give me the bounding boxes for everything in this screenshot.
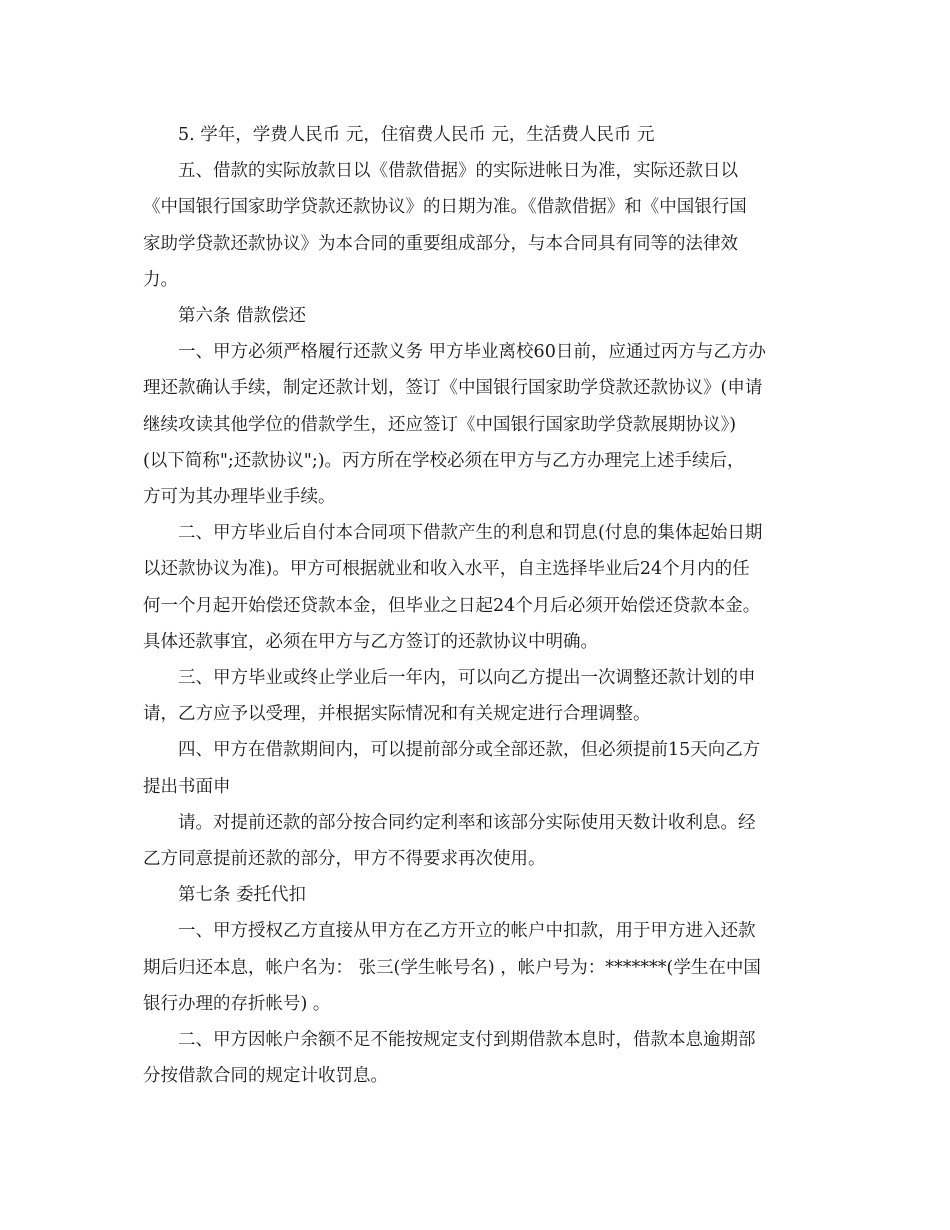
text-line: 银行办理的存折帐号) 。 [143,993,331,1014]
paragraph-article-6-item-2 [143,515,811,660]
paragraph-article-7-item-1 [143,913,811,1022]
text-line: 继续攻读其他学位的借款学生，还应签订《中国银行国家助学贷款展期协议》) [143,414,737,435]
article-7-heading [143,877,811,913]
section-heading: 第七条 委托代扣 [178,885,307,906]
text-line: 力。 [143,269,178,290]
document-body [143,117,811,1094]
paragraph-article-6-item-4 [143,732,811,804]
article-6-heading [143,298,811,334]
text-line: 二、甲方毕业后自付本合同项下借款产生的利息和罚息(付息的集体起始日期 [178,523,763,544]
paragraph-article-6-item-4-continued [143,805,811,877]
text-line: 五、借款的实际放款日以《借款借据》的实际进帐日为准，实际还款日以 [178,161,738,182]
text-line: 5. 学年，学费人民币 元，住宿费人民币 元，生活费人民币 元 [178,125,655,145]
text-line: 三、甲方毕业或终止学业后一年内，可以向乙方提出一次调整还款计划的申 [178,668,756,689]
text-line: 以还款协议为准)。甲方可根据就业和收入水平，自主选择毕业后24个月内的任 [143,559,750,580]
paragraph-item-5-fees [143,117,811,153]
section-heading: 第六条 借款偿还 [178,306,307,327]
text-line: 期后归还本息，帐户名为： 张三(学生帐号名) ，帐户号为：*******(学生在中国 [143,957,761,978]
text-line: 《中国银行国家助学贷款还款协议》的日期为准。《借款借据》和《中国银行国 [143,197,747,218]
text-line: 理还款确认手续，制定还款计划，签订《中国银行国家助学贷款还款协议》(申请 [143,378,763,399]
text-line: (以下简称";还款协议";)。丙方所在学校必须在甲方与乙方办理完上述手续后， [143,450,745,471]
text-line: 提出书面申 [143,776,231,797]
text-line: 一、甲方必须严格履行还款义务 甲方毕业离校60日前，应通过丙方与乙方办 [178,342,766,363]
text-line: 家助学贷款还款协议》为本合同的重要组成部分，与本合同具有同等的法律效 [143,233,738,254]
text-line: 具体还款事宜，必须在甲方与乙方签订的还款协议中明确。 [143,631,598,652]
paragraph-article-7-item-2 [143,1022,811,1094]
text-line: 一、甲方授权乙方直接从甲方在乙方开立的帐户中扣款，用于甲方进入还款 [178,921,756,942]
text-line: 乙方同意提前还款的部分，甲方不得要求再次使用。 [143,849,546,870]
text-line: 四、甲方在借款期间内，可以提前部分或全部还款，但必须提前15天向乙方 [178,740,761,761]
text-line: 分按借款合同的规定计收罚息。 [143,1066,388,1087]
text-line: 何一个月起开始偿还贷款本金，但毕业之日起24个月后必须开始偿还贷款本金。 [143,595,761,616]
paragraph-article-6-item-3 [143,660,811,732]
text-line: 请，乙方应予以受理，并根据实际情况和有关规定进行合理调整。 [143,704,651,725]
paragraph-article-6-item-1 [143,334,811,515]
paragraph-clause-5-dates [143,153,811,298]
text-line: 二、甲方因帐户余额不足不能按规定支付到期借款本息时，借款本息逾期部 [178,1030,756,1051]
text-line: 方可为其办理毕业手续。 [143,487,336,508]
text-line: 请。对提前还款的部分按合同约定利率和该部分实际使用天数计收利息。经 [178,812,756,833]
